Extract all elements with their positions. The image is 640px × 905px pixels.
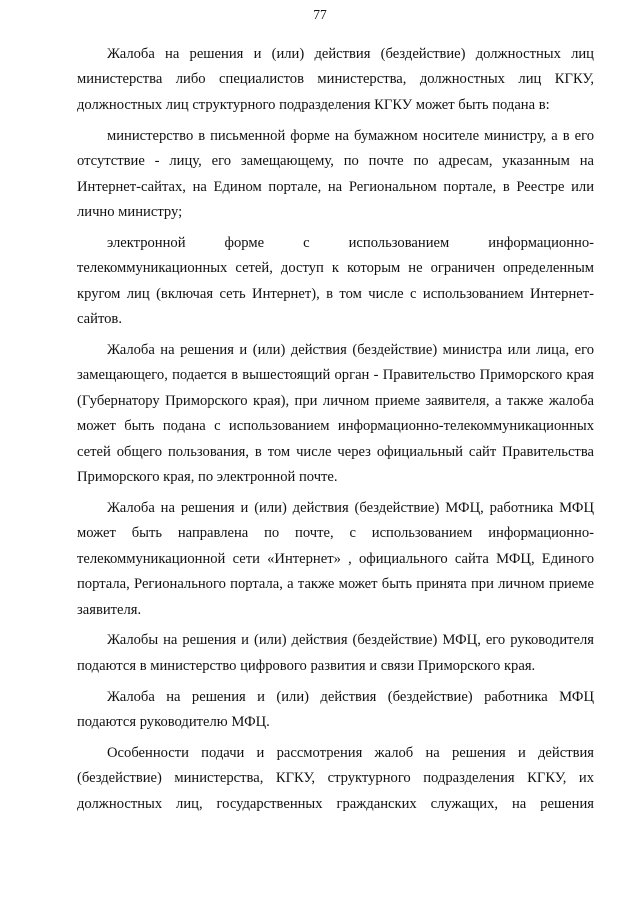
page-number: 77 xyxy=(313,7,327,22)
paragraph-complaint-mfc-head: Жалобы на решения и (или) действия (бездействие) МФЦ, его руководителя подаются в министерство цифрового развития и связи Приморского края. xyxy=(77,632,594,674)
paragraph-complaint-officials: Жалоба на решения и (или) действия (бездействие) должностных лиц министерства либо специалистов министерства, должностных лиц КГКУ, должностных лиц структурного подразделения КГКУ может быть подана в: xyxy=(77,46,594,113)
paragraph-electronic-form: электронной форме с использованием информационно-телекоммуникационных сетей, доступ к которым не ограничен определенным кругом лиц (включая сеть Интернет), в том числе с использованием Интернет-сайтов. xyxy=(77,234,594,328)
paragraph-paper-form: министерство в письменной форме на бумажном носителе министру, а в его отсутствие - лицу, его замещающему, по почте по адресам, указанным на Интернет-сайтах, на Едином портале, на Региональном портале, в Реестре или лично министру; xyxy=(77,127,594,220)
paragraph-features: Особенности подачи и рассмотрения жалоб на решения и действия (бездействие) министерства, КГКУ, структурного подразделения КГКУ, их должностных лиц, государственных гражданских служащих, на решения xyxy=(77,745,594,812)
document-body xyxy=(77,42,594,823)
paragraph-complaint-mfc-worker: Жалоба на решения и (или) действия (бездействие) работника МФЦ подаются руководителю МФЦ. xyxy=(77,688,594,731)
paragraph-complaint-minister: Жалоба на решения и (или) действия (бездействие) министра или лица, его замещающего, подается в вышестоящий орган - Правительство Приморского края (Губернатору Приморского края), при личном приеме заявителя, а также жалоба может быть подана с использованием информационно-телекоммуникационных сетей общего пользования, в том числе через официальный сайт Правительства Приморского края, по электронной почте. xyxy=(77,341,594,485)
paragraph-complaint-mfc: Жалоба на решения и (или) действия (бездействие) МФЦ, работника МФЦ может быть направлена по почте, с использованием информационно-телекоммуникационной сети «Интернет» , официального сайта МФЦ, Единого портала, Регионального портала, а также может быть принята при личном приеме заявителя. xyxy=(77,499,594,618)
